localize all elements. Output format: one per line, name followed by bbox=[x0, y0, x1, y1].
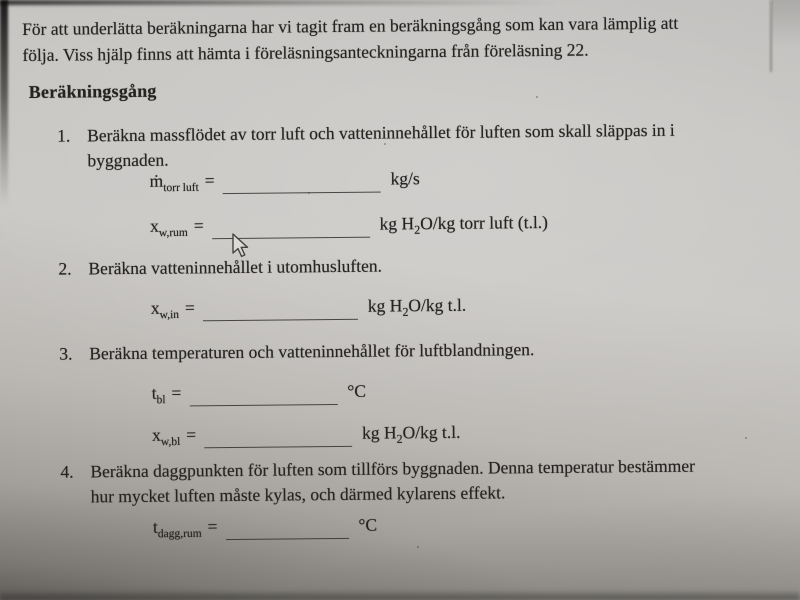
step-4 bbox=[26, 454, 695, 510]
unit-label: kg $H_2O/kg$ t.l. bbox=[361, 421, 461, 446]
formula-subscript: w,in bbox=[159, 309, 180, 322]
formula-subscript: w,bl bbox=[160, 436, 181, 449]
equals-sign: = bbox=[186, 424, 197, 445]
h2o-subscript: 2 bbox=[414, 222, 421, 237]
screen-edge-shadow-bottom bbox=[0, 590, 800, 600]
equals-sign: = bbox=[184, 297, 195, 318]
intro-paragraph bbox=[22, 10, 679, 68]
step-1-line-2: byggnaden. bbox=[87, 149, 169, 171]
step-2 bbox=[24, 254, 382, 282]
step-3 bbox=[25, 337, 534, 367]
step-1-number: 1. bbox=[57, 125, 71, 146]
unit-label: kg $H_2O/kg$ t.l. bbox=[367, 294, 467, 319]
dust-speck bbox=[308, 192, 310, 194]
step-3-text bbox=[89, 337, 534, 366]
formula-subscript: torr luft bbox=[163, 181, 199, 195]
formula-t-bl bbox=[151, 380, 367, 407]
intro-line-1: För att underlätta beräkningarna har vi tagit fram en beräkningsgång som kan vara lämplig att bbox=[22, 12, 679, 39]
mouse-cursor-icon bbox=[230, 233, 252, 259]
fill-in-blank-m-torr-luft[interactable] bbox=[223, 192, 381, 195]
screen-edge-shadow-top bbox=[0, 0, 560, 5]
step-4-text bbox=[90, 454, 695, 510]
equals-sign: = bbox=[207, 516, 218, 537]
h2o-subscript: 2 bbox=[402, 304, 409, 319]
formula-symbol: ṁ$_{torr luft}$ bbox=[149, 170, 199, 195]
section-heading: Beräkningsgång bbox=[28, 80, 157, 102]
formula-symbol: $t_{bl}$ bbox=[151, 382, 166, 407]
step-1-text bbox=[87, 118, 675, 174]
step-4-number: 4. bbox=[60, 461, 74, 482]
step-1 bbox=[23, 118, 675, 174]
dust-speck bbox=[384, 143, 386, 145]
unit-label: kg $H_2O/kg$ torr luft (t.l.) bbox=[379, 211, 549, 237]
formula-symbol: $x_{w,bl}$ bbox=[151, 424, 181, 449]
formula-subscript: bl bbox=[156, 394, 166, 407]
formula-subscript: dagg,rum bbox=[157, 527, 202, 541]
equals-sign: = bbox=[204, 170, 215, 191]
unit-label: kg/s bbox=[390, 168, 420, 189]
formula-x-w-in bbox=[150, 294, 467, 322]
fill-in-blank-x-w-bl[interactable] bbox=[204, 446, 352, 448]
step-3-number: 3. bbox=[59, 343, 73, 364]
formula-x-w-bl bbox=[151, 421, 461, 449]
formula-t-dagg-rum bbox=[152, 514, 378, 541]
unit-label: °C bbox=[358, 514, 378, 535]
step-2-number: 2. bbox=[58, 258, 72, 279]
formula-x-w-rum bbox=[149, 211, 549, 240]
h2o-subscript: 2 bbox=[396, 431, 403, 446]
formula-subscript: w,rum bbox=[158, 226, 188, 240]
step-4-line-2: hur mycket luften måste kylas, och därmed kylarens effekt. bbox=[90, 482, 506, 507]
formula-symbol: $x_{w,in}$ bbox=[150, 297, 180, 322]
screen-edge-shadow-left bbox=[0, 0, 8, 205]
fill-in-blank-t-bl[interactable] bbox=[189, 404, 337, 406]
step-4-line-1: Beräkna daggpunkten för luften som tillförs byggnaden. Denna temperatur bestämmer bbox=[90, 455, 696, 482]
fill-in-blank-t-dagg-rum[interactable] bbox=[226, 538, 349, 540]
equals-sign: = bbox=[193, 215, 204, 236]
dust-speck bbox=[536, 96, 538, 98]
dust-speck bbox=[417, 546, 419, 548]
step-3-line-1: Beräkna temperaturen och vatteninnehållet för luftblandningen. bbox=[89, 339, 535, 364]
unit-label: °C bbox=[347, 380, 367, 401]
equals-sign: = bbox=[171, 382, 182, 403]
step-1-line-1: Beräkna massflödet av torr luft och vatteninnehållet för luften som skall släppas in i bbox=[87, 119, 675, 146]
formula-symbol: $x_{w,rum}$ bbox=[149, 215, 188, 240]
corner-shading-top-right bbox=[772, 0, 800, 48]
step-2-line-1: Beräkna vatteninnehållet i utomhusluften. bbox=[88, 255, 383, 279]
formula-m-torr-luft bbox=[149, 168, 420, 195]
dust-speck bbox=[745, 437, 747, 439]
formula-symbol: $t_{dagg,rum}$ bbox=[152, 516, 202, 541]
intro-line-2: följa. Viss hjälp finns att hämta i föreläsningsanteckningarna från föreläsning 22. bbox=[22, 39, 589, 65]
fill-in-blank-x-w-in[interactable] bbox=[203, 319, 358, 321]
document-page bbox=[22, 7, 798, 594]
